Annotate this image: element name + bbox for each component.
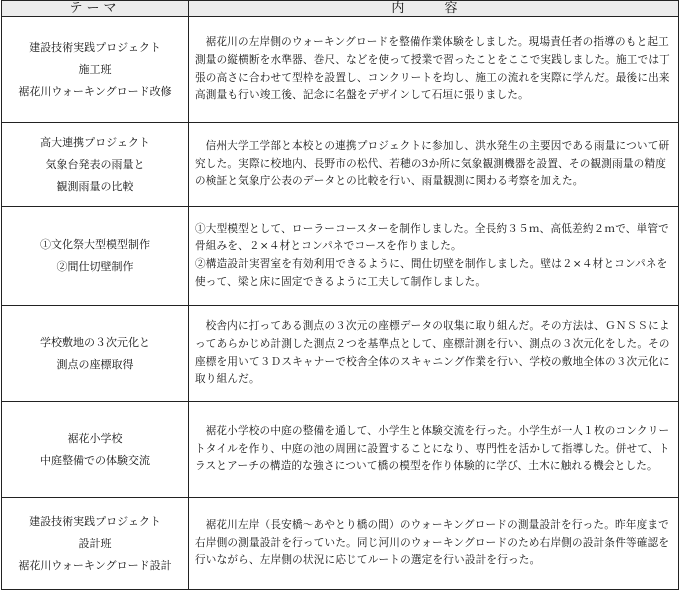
header-row xyxy=(2,1,679,17)
theme-cell xyxy=(2,123,189,207)
table-row xyxy=(2,207,679,306)
theme-line: ②間仕切壁制作 xyxy=(56,260,134,273)
theme-cell xyxy=(2,17,189,123)
theme-line: 建設技術実践プロジェクト xyxy=(29,40,161,54)
theme-line: 学校敷地の３次元化と xyxy=(40,335,150,349)
content-cell xyxy=(189,207,679,306)
content-paragraph: 校舎内に打ってある測点の３次元の座標データの収集に取り組んだ。その方法は、ＧＮＳＳによってあらかじめ計測した測点２つを基準点として、座標計測を行い、測点の３次元化をした。その座標を用いて３Ｄスキャナーで校舎全体のスキャニング作業を行い、学校の敷地全体の３次元化に取り組んだ。 xyxy=(195,320,670,386)
theme-cell xyxy=(2,498,189,590)
content-cell xyxy=(189,402,679,498)
content-paragraph: ①大型模型として、ローラーコースターを制作しました。全長約３５ｍ、高低差約２ｍで、単管で骨組みを、２×４材とコンパネでコースを作りました。 xyxy=(195,222,669,253)
table-row xyxy=(2,402,679,498)
content-cell xyxy=(189,123,679,207)
table-row xyxy=(2,498,679,590)
theme-line: 観測雨量の比較 xyxy=(56,179,134,193)
content-paragraph: 裾花川左岸（長安橋～あやとり橋の間）のウォーキングロードの測量設計を行った。昨年度まで右岸側の測量設計を行っていた。同じ河川のウォーキングロードのため右岸側の設計条件等確認を行いながら、左岸側の状況に応じてルートの選定を行い設計を行った。 xyxy=(195,519,670,567)
theme-column-header: テーマ xyxy=(2,1,189,17)
theme-line: 建設技術実践プロジェクト xyxy=(29,514,161,528)
content-paragraph: 信州大学工学部と本校との連携プロジェクトに参加し、洪水発生の主要因である雨量について研究した。実際に校地内、長野市の松代、若穂の3か所に気象観測機器を設置、その観測雨量の精度の検証と気象庁公表のデータとの比較を行い、雨量観測に関わる考察を加えた。 xyxy=(195,140,670,188)
content-cell xyxy=(189,498,679,590)
theme-cell xyxy=(2,207,189,306)
theme-line: 裾花川ウォーキングロード設計 xyxy=(18,558,172,572)
theme-line: 裾花川ウォーキングロード改修 xyxy=(18,84,172,98)
content-column-header: 内 容 xyxy=(189,1,679,17)
theme-cell xyxy=(2,306,189,402)
table-row xyxy=(2,306,679,402)
theme-line: ①文化祭大型模型制作 xyxy=(40,238,150,251)
content-cell xyxy=(189,306,679,402)
theme-line: 高大連携プロジェクト xyxy=(40,135,150,149)
content-cell xyxy=(189,17,679,123)
theme-line: 測点の座標取得 xyxy=(56,357,134,371)
table-row xyxy=(2,17,679,123)
theme-line: 裾花小学校 xyxy=(67,431,123,445)
theme-line: 施工班 xyxy=(78,62,112,76)
content-paragraph: ②構造設計実習室を有効利用できるように、間仕切壁を制作しました。壁は２×４材とコンパネを使って、梁と床に固定できるように工夫して制作しました。 xyxy=(195,258,668,288)
report-table xyxy=(1,0,679,590)
table-row xyxy=(2,123,679,207)
theme-line: 気象台発表の雨量と xyxy=(45,157,145,171)
theme-line: 設計班 xyxy=(78,536,112,550)
content-paragraph: 裾花川の左岸側のウォーキングロードを整備作業体験をしました。現場責任者の指導のもと起工測量の縦横断を水準器、巻尺、などを使って授業で習ったことをここで実践しました。施工では丁張の高さに合わせて型枠を設置し、コンクリートを均し、施工の流れを実際に学んだ。最後に出来高測量も行い竣工後、記念に名盤をデザインして石垣に張りました。 xyxy=(195,36,670,102)
theme-cell xyxy=(2,402,189,498)
content-paragraph: 裾花小学校の中庭の整備を通して、小学生と体験交流を行った。小学生が一人１枚のコンクリートタイルを作り、中庭の池の周囲に設置することになり、専門性を活かして指導した。併せて、トラスとアーチの構造的な強さについて橋の模型を作り体験的に学び、土木に触れる機会とした。 xyxy=(195,425,670,473)
theme-line: 中庭整備での体験交流 xyxy=(40,453,150,467)
